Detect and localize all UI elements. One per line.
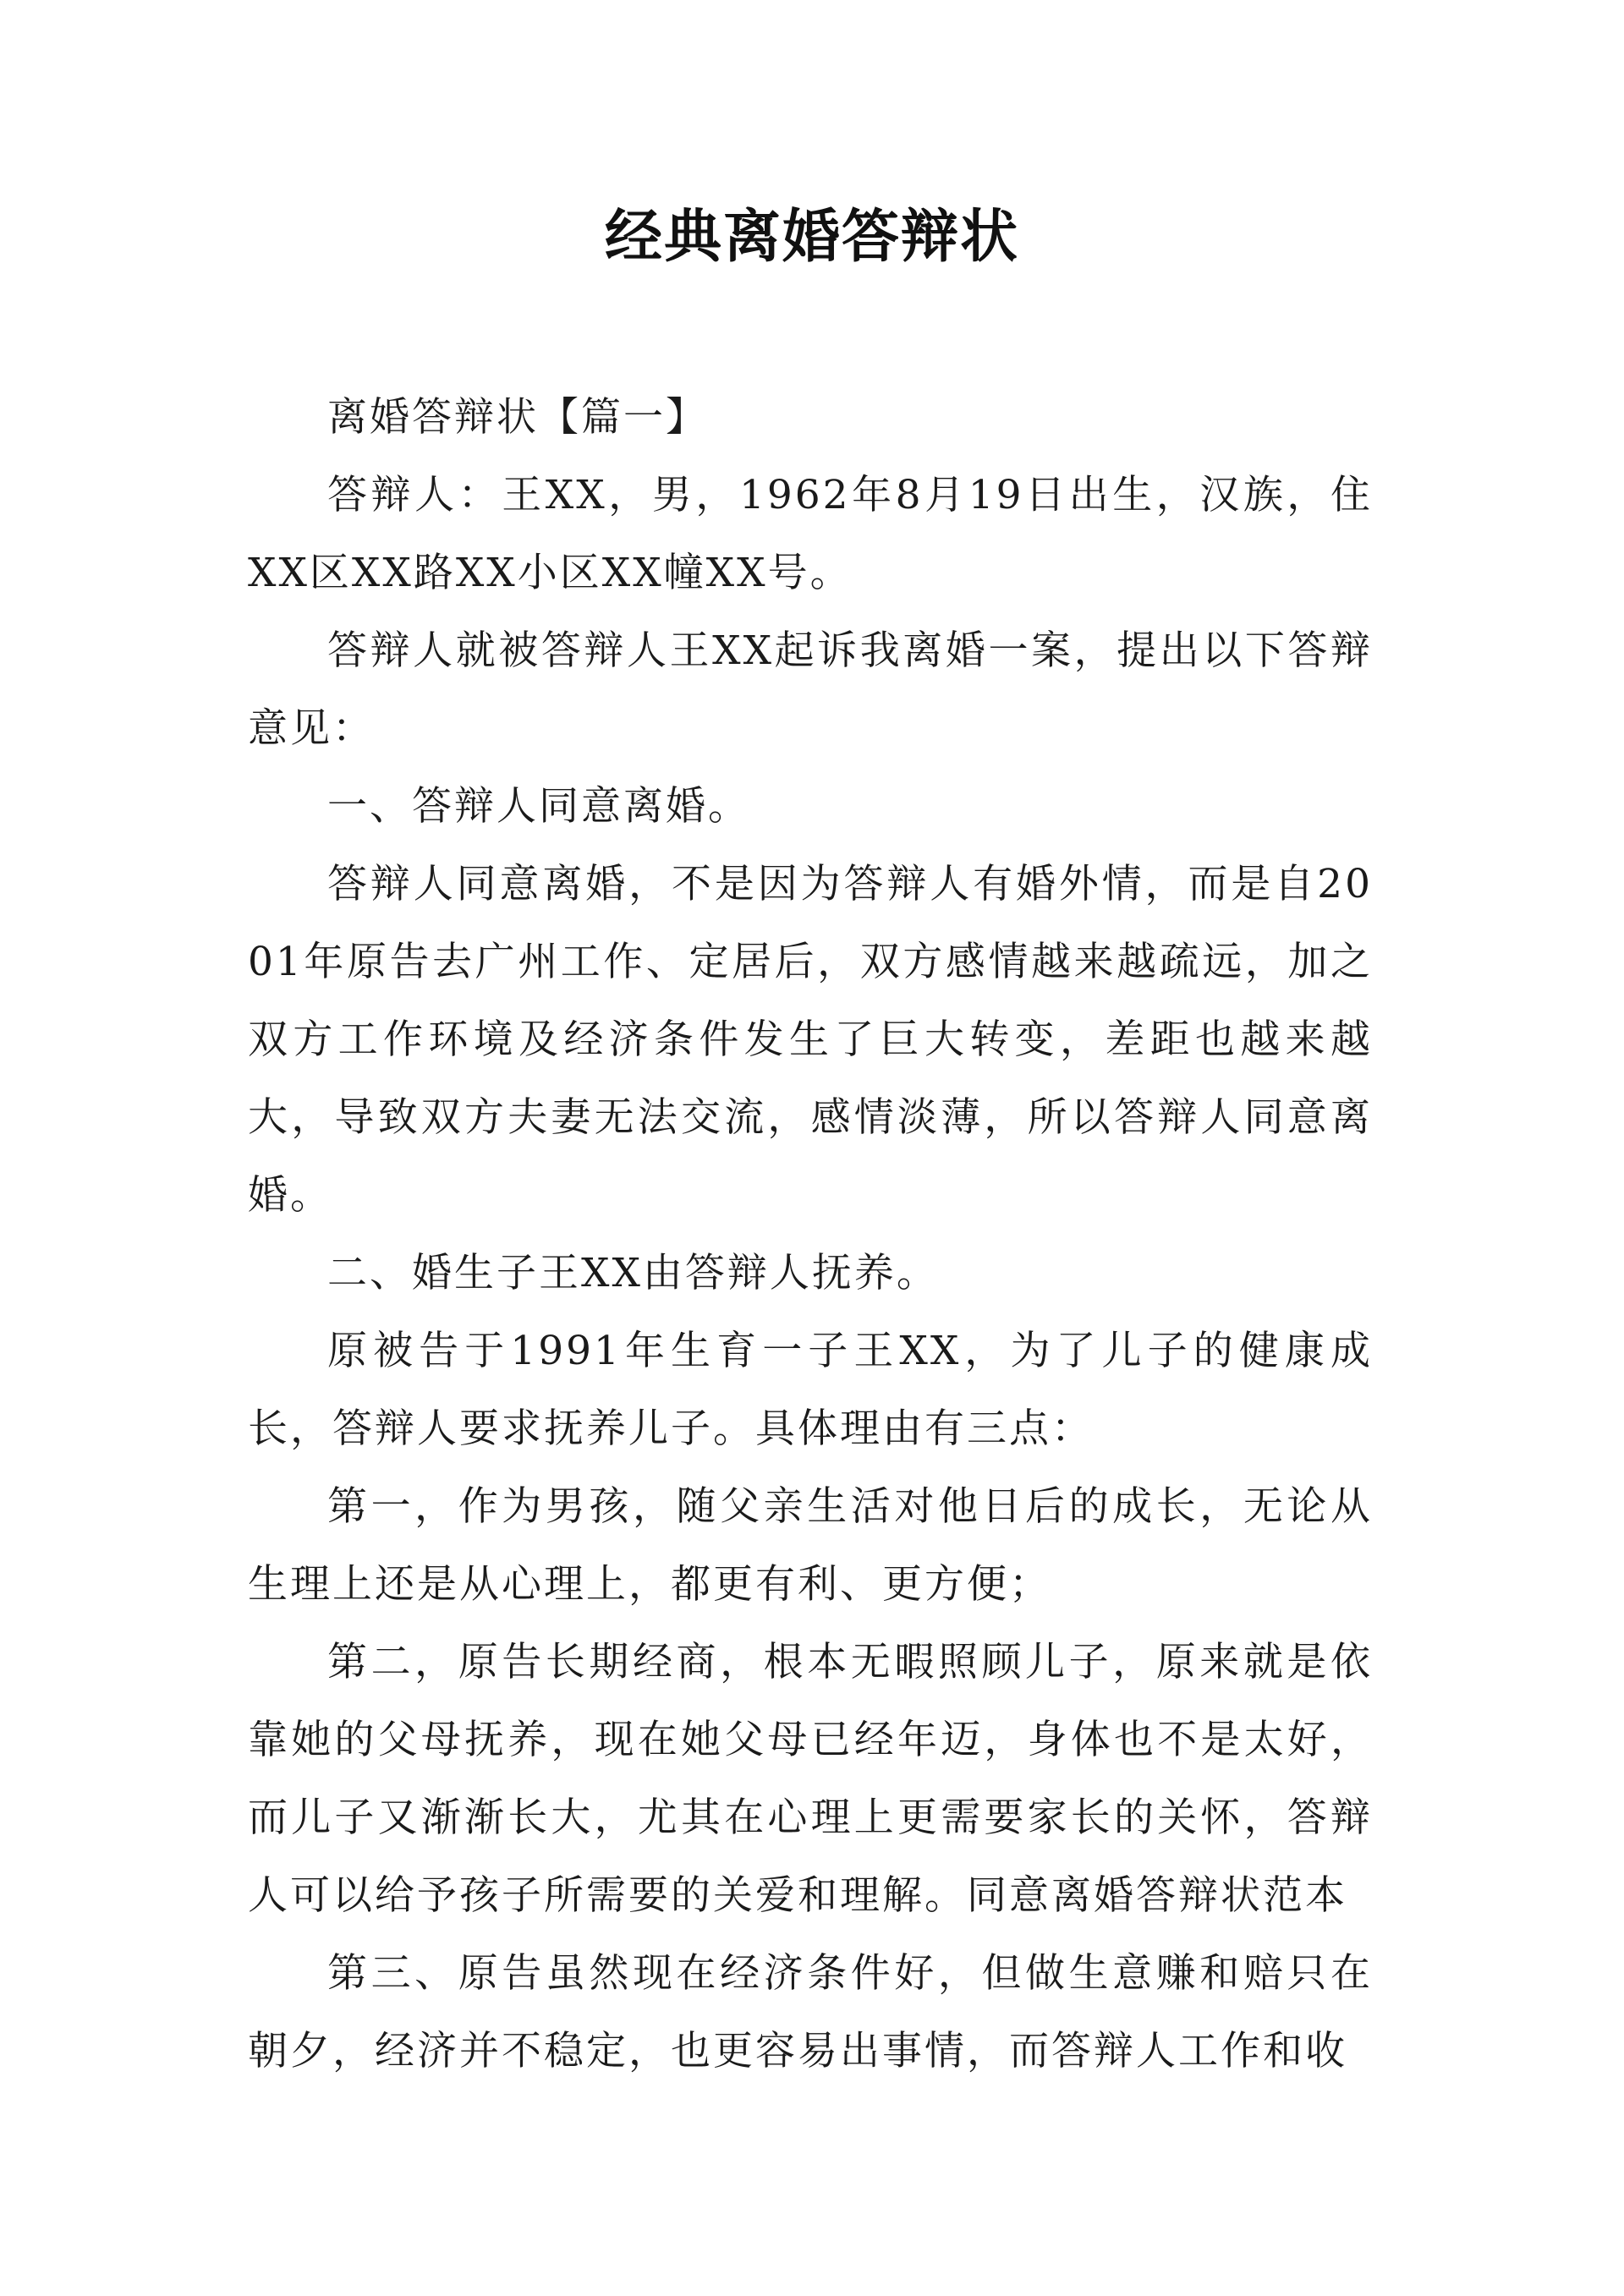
paragraph-point-two-heading: 二、婚生子王XX由答辩人抚养。: [327, 1250, 939, 1296]
paragraph-point-one-heading: 一、答辩人同意离婚。: [327, 783, 750, 830]
paragraph-intro: 答辩人就被答辩人王XX起诉我离婚一案，提出以下答辩意见：: [248, 627, 1373, 752]
document-title: 经典离婚答辩状: [604, 203, 1019, 271]
document-body: [248, 379, 1373, 2091]
paragraph-point-two-body: 原被告于1991年生育一子王XX，为了儿子的健康成长，答辩人要求抚养儿子。具体理由有三点：: [248, 1328, 1373, 1452]
paragraph-section-heading: 离婚答辩状【篇一】: [327, 394, 708, 441]
paragraph-reason-two: 第二，原告长期经商，根本无暇照顾儿子，原来就是依靠她的父母抚养，现在她父母已经年迈，身体也不是太好，而儿子又渐渐长大，尤其在心理上更需要家长的关怀，答辩人可以给予孩子所需要的关爱和理解。同意离婚答辩状范本: [248, 1639, 1373, 1919]
paragraph-reason-one: 第一，作为男孩，随父亲生活对他日后的成长，无论从生理上还是从心理上，都更有利、更方便；: [248, 1483, 1373, 1608]
paragraph-point-one-body: 答辩人同意离婚，不是因为答辩人有婚外情，而是自2001年原告去广州工作、定居后，双方感情越来越疏远，加之双方工作环境及经济条件发生了巨大转变，差距也越来越大，导致双方夫妻无法交流，感情淡薄，所以答辩人同意离婚。: [248, 861, 1373, 1219]
paragraph-respondent-info: 答辩人：王XX，男，1962年8月19日出生，汉族，住XX区XX路XX小区XX幢XX号。: [248, 472, 1373, 596]
paragraph-reason-three: 第三、原告虽然现在经济条件好，但做生意赚和赔只在朝夕，经济并不稳定，也更容易出事情，而答辩人工作和收: [248, 1950, 1373, 2074]
